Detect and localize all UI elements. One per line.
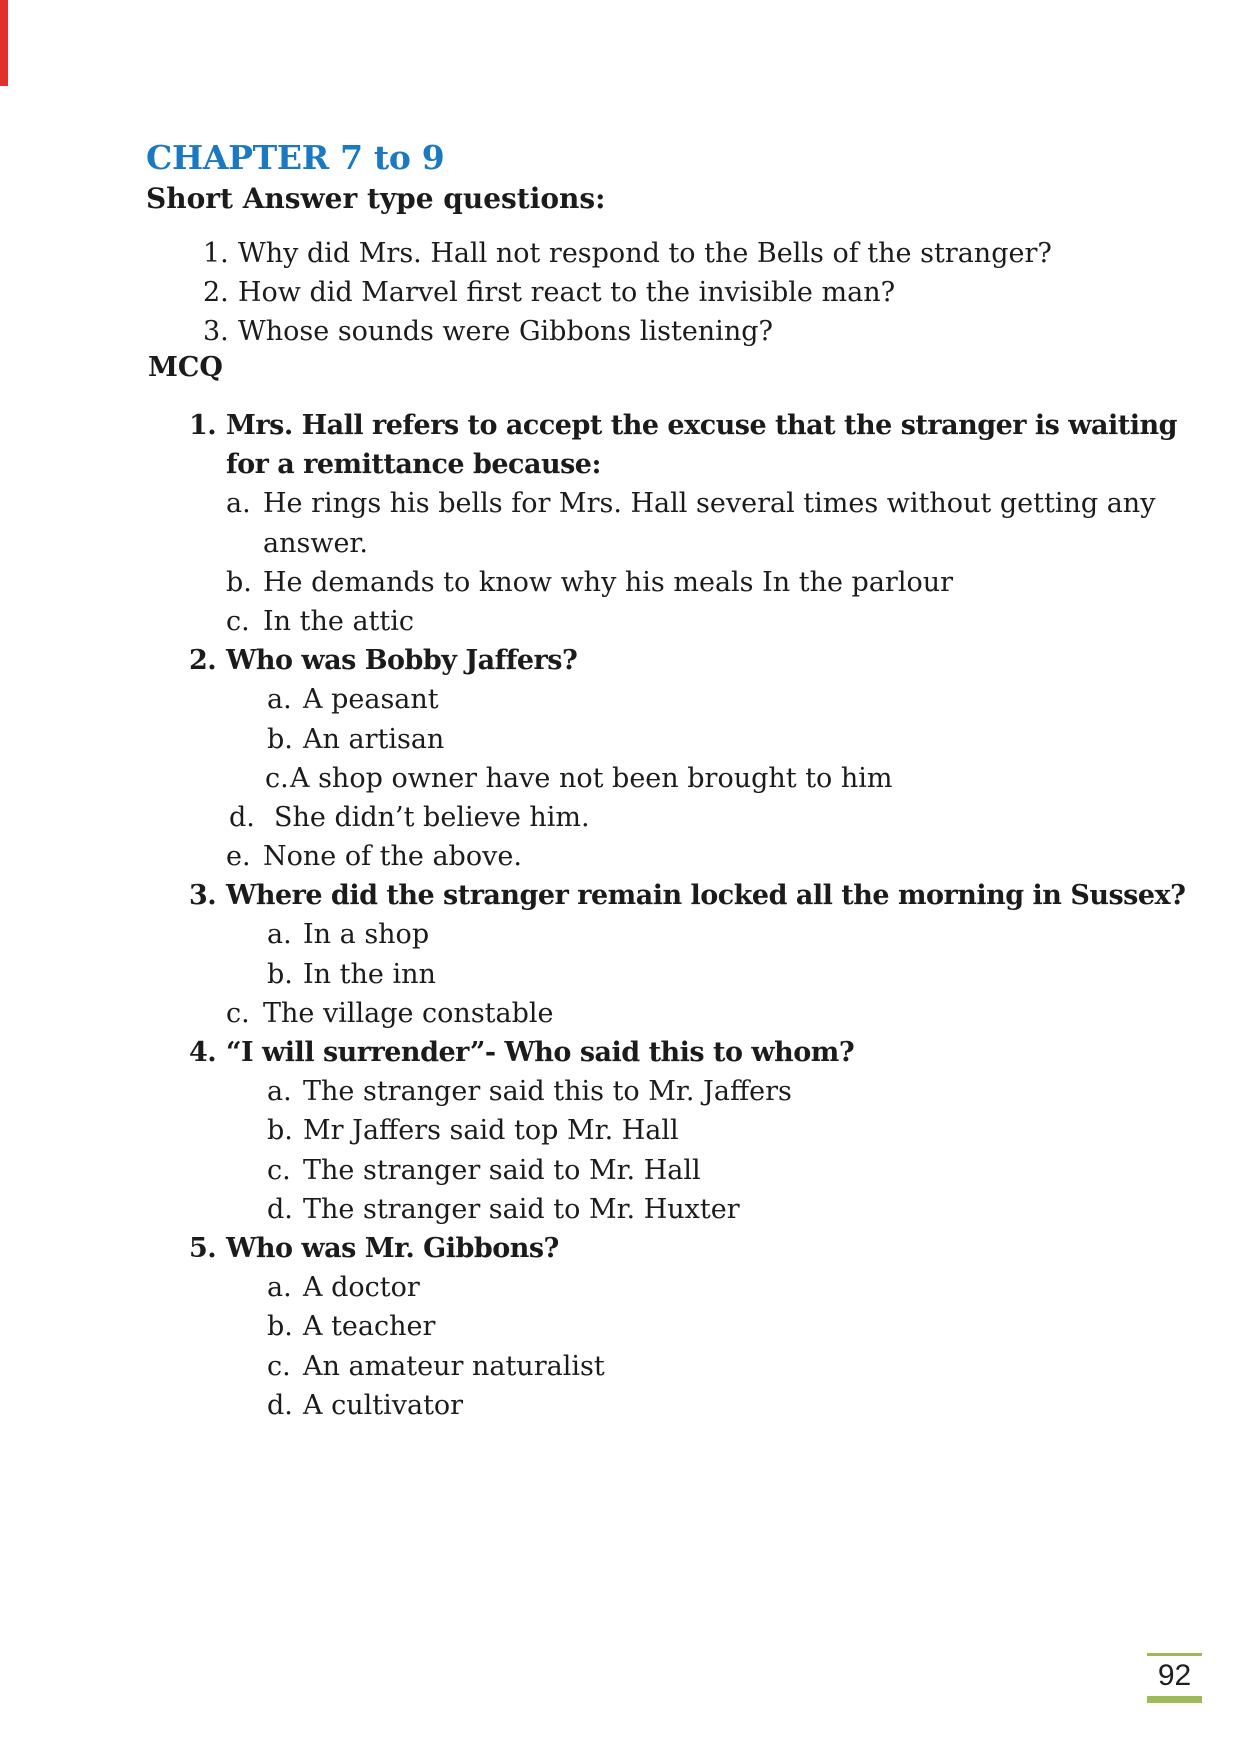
mcq-list [146, 406, 1186, 1425]
option-letter: c. [267, 1154, 291, 1186]
mcq-q1-option-a-line-2 [146, 524, 1186, 563]
option-text: answer. [263, 527, 368, 559]
question-text: Where did the stranger remain locked all the morning in Sussex? [226, 880, 1186, 912]
option-text: A cultivator [303, 1389, 464, 1421]
option-letter: a. [267, 919, 292, 951]
option-text: A teacher [303, 1311, 436, 1343]
option-text: Mr Jaffers said top Mr. Hall [303, 1115, 679, 1147]
red-edge-mark [0, 0, 8, 86]
option-letter: d. [267, 1389, 293, 1421]
mcq-q1-option-a-line-1 [146, 484, 1186, 523]
mcq-q1-option-c [146, 602, 1186, 641]
list-marker: 4. [189, 1037, 217, 1068]
mcq-q5-option-c [146, 1347, 1186, 1386]
option-letter: d. [229, 801, 255, 833]
option-letter: d. [267, 1193, 293, 1225]
option-text: He rings his bells for Mrs. Hall several times without getting any [263, 488, 1156, 520]
option-text: The stranger said to Mr. Hall [303, 1154, 701, 1186]
option-letter: a. [267, 1076, 292, 1108]
option-text: He demands to know why his meals In the parlour [263, 566, 954, 598]
mcq-question-4 [146, 1033, 1186, 1072]
question-text: Whose sounds were Gibbons listening? [238, 316, 773, 348]
mcq-q4-option-a [146, 1072, 1186, 1111]
option-letter: a. [267, 684, 292, 716]
page-number-block [1147, 1653, 1202, 1703]
mcq-q2-option-e [146, 837, 1186, 876]
option-text: She didn’t believe him. [274, 801, 590, 833]
option-text: An artisan [303, 723, 445, 755]
mcq-q2-option-d [146, 798, 1186, 837]
option-letter: e. [226, 841, 251, 873]
option-text: In a shop [303, 919, 430, 951]
option-text: The stranger said to Mr. Huxter [303, 1193, 740, 1225]
question-text: Who was Mr. Gibbons? [226, 1232, 559, 1264]
sa-question-2 [146, 273, 1186, 312]
section-label: Short Answer type questions: [146, 182, 606, 215]
option-letter: b. [267, 1311, 293, 1343]
mcq-q5-option-a [146, 1268, 1186, 1307]
option-letter: b. [226, 566, 252, 598]
mcq-q3-option-a [146, 915, 1186, 954]
list-marker: 1. [189, 410, 217, 441]
option-text: A doctor [303, 1272, 420, 1304]
option-text: In the inn [303, 958, 436, 990]
mcq-q1-option-b [146, 563, 1186, 602]
page-content [146, 138, 1186, 1538]
question-text: Who was Bobby Jaffers? [226, 645, 578, 677]
page-number: 92 [1157, 1659, 1192, 1692]
option-letter: c. [226, 997, 250, 1029]
mcq-q4-option-c [146, 1151, 1186, 1190]
option-letter: b. [267, 723, 293, 755]
mcq-q2-option-c [146, 759, 1186, 798]
chapter-title: CHAPTER 7 to 9 [146, 138, 445, 177]
option-letter: a. [267, 1272, 292, 1304]
mcq-q4-option-d [146, 1190, 1186, 1229]
short-answer-list [146, 234, 1186, 352]
page-number-bottom-rule [1147, 1696, 1202, 1703]
option-text: The stranger said this to Mr. Jaffers [303, 1076, 792, 1108]
option-text: A peasant [303, 684, 439, 716]
option-text: In the attic [263, 605, 414, 637]
mcq-q2-option-b [146, 720, 1186, 759]
option-letter: c. [267, 1350, 291, 1382]
sa-question-3 [146, 312, 1186, 351]
option-text: None of the above. [263, 841, 522, 873]
mcq-q3-option-c [146, 994, 1186, 1033]
mcq-q4-option-b [146, 1111, 1186, 1150]
mcq-question-1-line-2 [146, 445, 1186, 484]
mcq-q5-option-d [146, 1386, 1186, 1425]
option-letter: c. [226, 605, 250, 637]
mcq-q5-option-b [146, 1307, 1186, 1346]
mcq-q2-option-a [146, 680, 1186, 719]
option-text: A shop owner have not been brought to him [290, 762, 893, 794]
mcq-question-3 [146, 876, 1186, 915]
list-marker: 3. [189, 880, 217, 912]
option-text: The village constable [263, 997, 554, 1029]
option-letter: b. [267, 958, 293, 990]
mcq-question-5 [146, 1229, 1186, 1268]
question-text: Mrs. Hall refers to accept the excuse that the stranger is waiting [226, 410, 1177, 441]
option-text: An amateur naturalist [303, 1350, 605, 1382]
mcq-question-1-line-1 [146, 406, 1186, 445]
list-marker: 2. [189, 645, 217, 677]
list-marker: 1. [203, 238, 229, 269]
list-marker: 3. [203, 316, 229, 348]
question-text: How did Marvel first react to the invisible man? [238, 277, 896, 309]
option-letter: c. [265, 762, 289, 794]
sa-question-1 [146, 234, 1186, 273]
mcq-q3-option-b [146, 955, 1186, 994]
mcq-heading: MCQ [148, 352, 223, 383]
question-text: Why did Mrs. Hall not respond to the Bells of the stranger? [238, 238, 1052, 269]
option-letter: a. [226, 488, 251, 520]
list-marker: 5. [189, 1232, 217, 1264]
list-marker: 2. [203, 277, 229, 309]
mcq-question-2 [146, 641, 1186, 680]
question-text: “I will surrender”- Who said this to whom? [226, 1037, 855, 1068]
option-letter: b. [267, 1115, 293, 1147]
question-text: for a remittance because: [226, 449, 601, 481]
